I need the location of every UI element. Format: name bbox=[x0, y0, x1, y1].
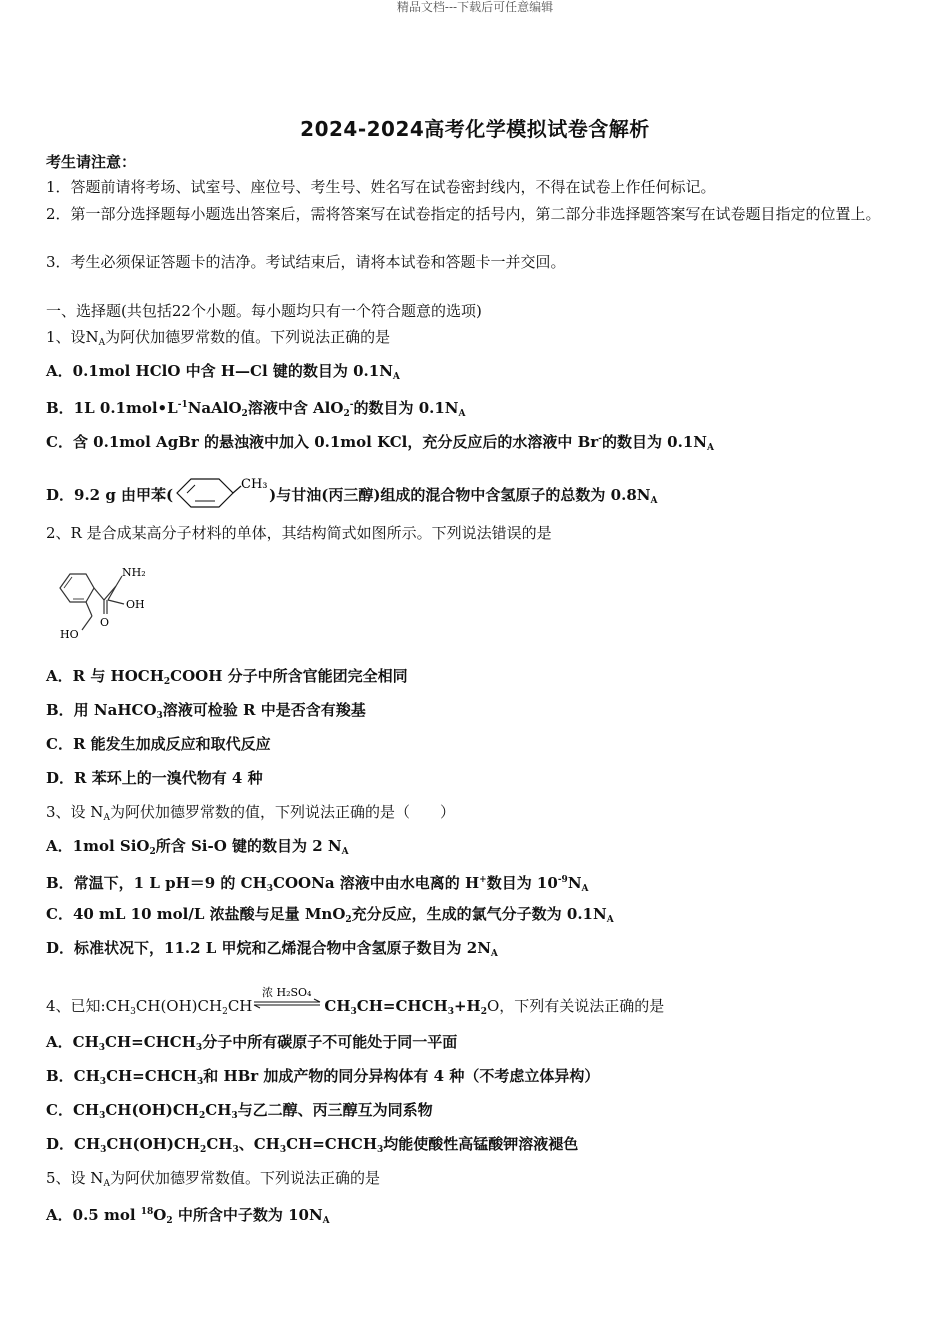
q2-stem: 2、R 是合成某高分子材料的单体，其结构简式如图所示。下列说法错误的是 bbox=[46, 524, 552, 542]
q4-option-c: C．$CH_3CH(OH)CH_2CH_3$与乙二醇、丙三醇互为同系物 bbox=[46, 1101, 433, 1121]
q1-option-b: B．1L $0.1mol•L^{-1}NaAlO_2$溶液中含 AlO$_2$-的数目为 $0.1N_A$ bbox=[46, 399, 466, 419]
q4-option-a: A．$CH_3CH=CHCH_3$分子中所有碳原子不可能处于同一平面 bbox=[46, 1033, 458, 1053]
section-heading: 一、选择题(共包括22个小题。每小题均只有一个符合题意的选项) bbox=[46, 302, 482, 320]
q1-option-a: A．0.1mol HClO 中含 H—Cl 键的数目为 $0.1N_A$ bbox=[46, 362, 400, 382]
q1-option-d: D．9.2 g 由甲苯( CH₃ )与甘油(丙三醇)组成的混合物中含氢原子的总数为 $0.8N_A$ bbox=[46, 476, 657, 511]
notice-item-1: 1．答题前请将考场、试室号、座位号、考生号、姓名写在试卷密封线内，不得在试卷上作任何标记。 bbox=[46, 178, 716, 196]
q5-stem: 5、设 $N_A$为阿伏加德罗常数值。下列说法正确的是 bbox=[46, 1169, 380, 1189]
q3-option-a: A．1mol SiO$_2$所含 Si-O 键的数目为 2 $N_A$ bbox=[46, 837, 349, 857]
q3-stem: 3、设 $N_A$为阿伏加德罗常数的值，下列说法正确的是（ ） bbox=[46, 803, 455, 823]
q1-option-c: C．含 0.1mol AgBr 的悬浊液中加入 0.1mol KCl，充分反应后的水溶液中 Br-的数目为 $0.1N_A$ bbox=[46, 433, 714, 453]
q2-option-b: B．用 NaHCO$_3$溶液可检验 R 中是否含有羧基 bbox=[46, 701, 366, 721]
header-note: 精品文档---下载后可任意编辑 bbox=[396, 0, 554, 14]
q2-option-c: C．R 能发生加成反应和取代反应 bbox=[46, 735, 271, 753]
q2-option-d: D．R 苯环上的一溴代物有 4 种 bbox=[46, 769, 263, 787]
q4-option-b: B．$CH_3CH=CHCH_3$和 HBr 加成产物的同分异构体有 4 种（不考虑立体异构） bbox=[46, 1067, 600, 1087]
q5-option-a: A．0.5 mol $^{18}O_2$ 中所含中子数为 $10N_A$ bbox=[46, 1206, 330, 1226]
ch3-label: CH₃ bbox=[241, 477, 268, 492]
r-structure-diagram bbox=[52, 562, 162, 644]
q3-option-b: B．常温下，1 L pH＝9 的 $CH_3COONa$ 溶液中由水电离的 H+数目为 $10^{-9}N_A$ bbox=[46, 874, 589, 894]
notice-item-2: 2．第一部分选择题每小题选出答案后，需将答案写在试卷指定的括号内，第二部分非选择题答案写在试卷题目指定的位置上。 bbox=[46, 205, 881, 223]
reaction-arrow bbox=[252, 985, 324, 1015]
q3-option-c: C．40 mL 10 mol/L 浓盐酸与足量 MnO$_2$充分反应，生成的氯气分子数为 $0.1N_A$ bbox=[46, 905, 614, 925]
page-title: 2024-2024高考化学模拟试卷含解析 bbox=[300, 117, 650, 141]
q4-option-d: D．$CH_3CH(OH)CH_2CH_3$、$CH_3CH=CHCH_3$均能使酸性高锰酸钾溶液褪色 bbox=[46, 1135, 579, 1155]
notice-heading: 考生请注意： bbox=[46, 153, 137, 171]
oh-label: OH bbox=[126, 598, 145, 611]
q4-stem: 4、已知$:CH_3CH(OH)CH_2CH$ 浓 H₂SO₄ $CH_3CH=CHCH_3+H_2O$，下列有关说法正确的是 bbox=[46, 986, 665, 1017]
nh2-label: NH₂ bbox=[122, 566, 146, 579]
arrow-catalyst-label: 浓 H₂SO₄ bbox=[262, 986, 312, 999]
ho-label: HO bbox=[60, 628, 79, 641]
q3-option-d: D．标准状况下，11.2 L 甲烷和乙烯混合物中含氢原子数目为 $2N_A$ bbox=[46, 939, 498, 959]
q1-stem: 1、设$N_A$为阿伏加德罗常数的值。下列说法正确的是 bbox=[46, 328, 391, 348]
q2-option-a: A．R 与 $HOCH_2COOH$ 分子中所含官能团完全相同 bbox=[46, 667, 408, 687]
notice-item-3: 3．考生必须保证答题卡的洁净。考试结束后，请将本试卷和答题卡一并交回。 bbox=[46, 253, 566, 271]
carbonyl-o-label: O bbox=[100, 616, 110, 629]
toluene-structure bbox=[173, 476, 269, 510]
